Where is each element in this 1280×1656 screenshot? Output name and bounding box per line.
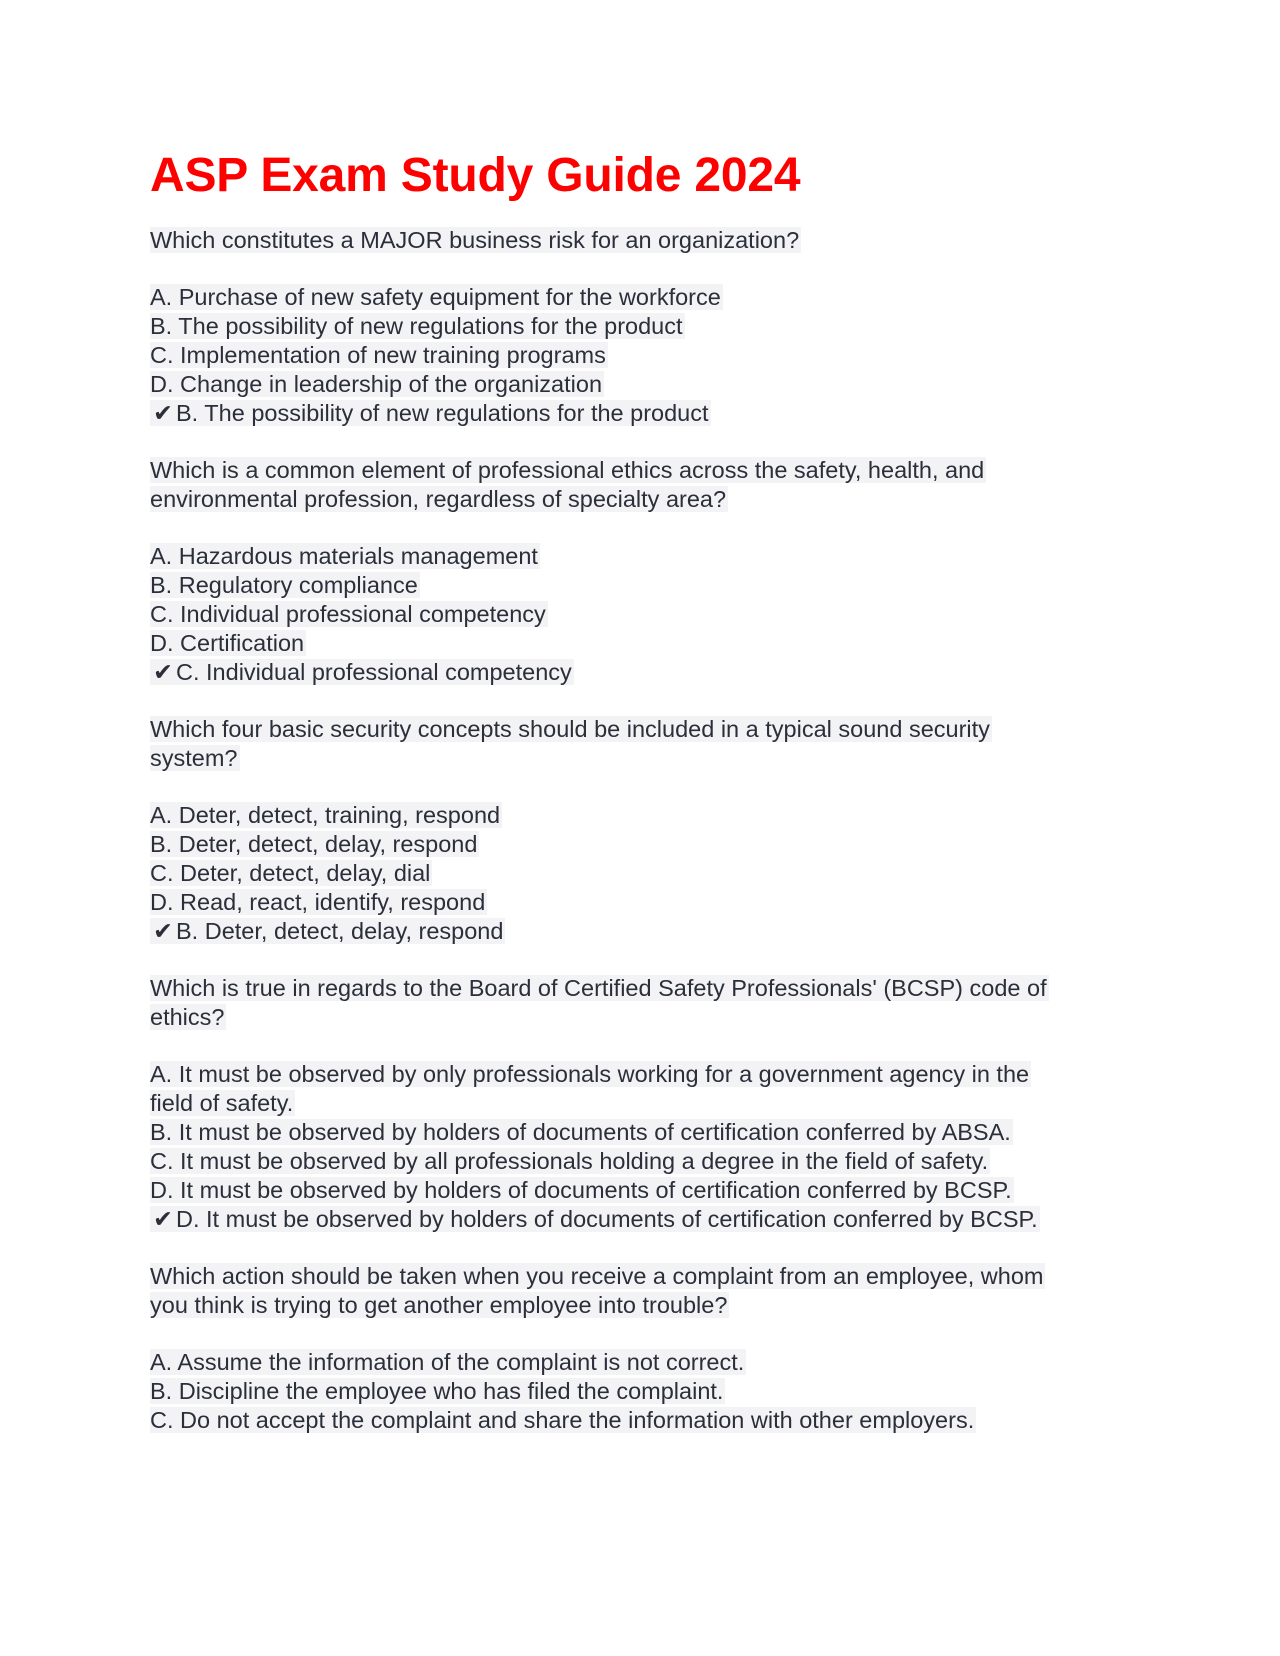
question-line: ethics? <box>150 1004 225 1030</box>
question-line: Which is true in regards to the Board of Certified Safety Professionals' (BCSP) code of <box>150 975 1047 1001</box>
question-line: Which constitutes a MAJOR business risk for an organization? <box>150 227 800 253</box>
option-item: A. It must be observed by only professionals working for a government agency in the <box>150 1061 1030 1087</box>
question-text <box>150 456 1130 514</box>
option-item: D. Change in leadership of the organization <box>150 371 603 397</box>
checkmark-icon: ✔ <box>153 400 173 426</box>
question-line: you think is trying to get another employee into trouble? <box>150 1292 728 1318</box>
question-text <box>150 974 1130 1032</box>
option-list <box>150 801 1130 946</box>
question-block <box>150 226 1130 428</box>
question-text <box>150 715 1130 773</box>
option-item: C. It must be observed by all professionals holding a degree in the field of safety. <box>150 1148 989 1174</box>
question-line: system? <box>150 745 238 771</box>
option-item: A. Purchase of new safety equipment for the workforce <box>150 284 721 310</box>
option-item: B. Deter, detect, delay, respond <box>150 831 478 857</box>
option-item: C. Deter, detect, delay, dial <box>150 860 431 886</box>
question-line: Which is a common element of professional ethics across the safety, health, and <box>150 457 985 483</box>
option-item: C. Do not accept the complaint and share the information with other employers. <box>150 1407 975 1433</box>
option-item: B. Discipline the employee who has filed the complaint. <box>150 1378 724 1404</box>
question-block <box>150 1262 1130 1435</box>
option-item: B. It must be observed by holders of documents of certification conferred by ABSA. <box>150 1119 1011 1145</box>
question-line: Which four basic security concepts should be included in a typical sound security <box>150 716 990 742</box>
document-page <box>150 148 1130 1463</box>
question-text <box>150 226 1130 255</box>
question-line: environmental profession, regardless of specialty area? <box>150 486 727 512</box>
option-item: D. Read, react, identify, respond <box>150 889 486 915</box>
question-block <box>150 456 1130 687</box>
option-item: B. The possibility of new regulations for the product <box>150 313 683 339</box>
question-line: Which action should be taken when you receive a complaint from an employee, whom <box>150 1263 1044 1289</box>
document-title: ASP Exam Study Guide 2024 <box>150 149 801 202</box>
question-block <box>150 974 1130 1234</box>
option-list <box>150 1348 1130 1435</box>
checkmark-icon: ✔ <box>153 659 173 685</box>
option-item: D. Certification <box>150 630 305 656</box>
option-item: field of safety. <box>150 1090 294 1116</box>
option-item: A. Hazardous materials management <box>150 543 538 569</box>
question-block <box>150 715 1130 946</box>
correct-answer: B. Deter, detect, delay, respond <box>176 918 504 944</box>
option-item: A. Deter, detect, training, respond <box>150 802 501 828</box>
option-list <box>150 283 1130 428</box>
question-text <box>150 1262 1130 1320</box>
correct-answer: B. The possibility of new regulations for the product <box>176 400 709 426</box>
option-list <box>150 1060 1130 1234</box>
correct-answer: C. Individual professional competency <box>176 659 572 685</box>
checkmark-icon: ✔ <box>153 918 173 944</box>
checkmark-icon: ✔ <box>153 1206 173 1232</box>
option-item: A. Assume the information of the complaint is not correct. <box>150 1349 745 1375</box>
option-item: C. Implementation of new training programs <box>150 342 606 368</box>
option-item: C. Individual professional competency <box>150 601 546 627</box>
correct-answer: D. It must be observed by holders of documents of certification conferred by BCSP. <box>176 1206 1038 1232</box>
option-list <box>150 542 1130 687</box>
option-item: B. Regulatory compliance <box>150 572 418 598</box>
option-item: D. It must be observed by holders of documents of certification conferred by BCSP. <box>150 1177 1012 1203</box>
